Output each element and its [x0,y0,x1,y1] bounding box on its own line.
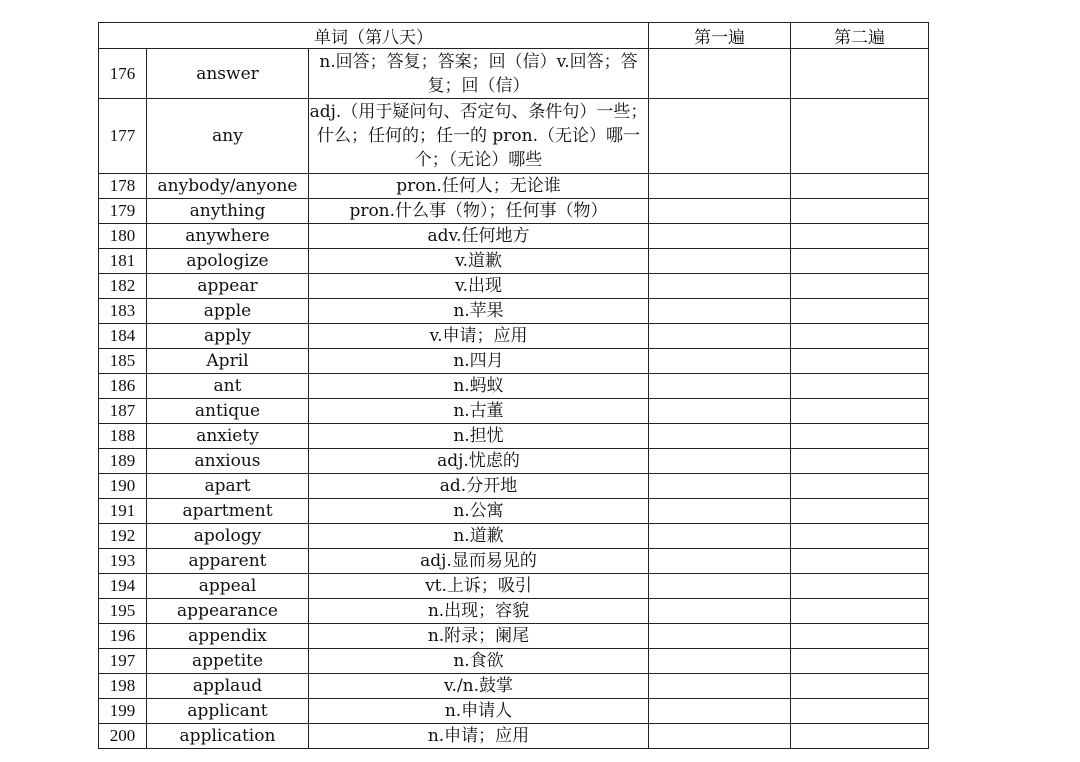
meaning-cell: n.苹果 [309,299,649,324]
first-pass-cell [649,574,791,599]
row-number: 189 [99,449,147,474]
second-pass-cell [791,349,929,374]
meaning-cell: v.申请；应用 [309,324,649,349]
meaning-cell: ad.分开地 [309,474,649,499]
second-pass-cell [791,49,929,99]
second-pass-cell [791,449,929,474]
table-row [99,649,929,674]
first-pass-cell [649,224,791,249]
word-cell: apple [147,299,309,324]
first-pass-cell [649,624,791,649]
row-number: 177 [99,99,147,174]
second-pass-cell [791,299,929,324]
meaning-cell: adv.任何地方 [309,224,649,249]
first-pass-cell [649,699,791,724]
word-cell: applicant [147,699,309,724]
meaning-cell: adj.显而易见的 [309,549,649,574]
row-number: 200 [99,724,147,749]
second-pass-cell [791,424,929,449]
table-row [99,524,929,549]
row-number: 184 [99,324,147,349]
table-row [99,574,929,599]
word-cell: application [147,724,309,749]
first-pass-cell [649,349,791,374]
word-cell: appear [147,274,309,299]
first-pass-cell [649,374,791,399]
table-row [99,624,929,649]
table-row [99,199,929,224]
meaning-cell: n.申请人 [309,699,649,724]
second-pass-cell [791,499,929,524]
row-number: 176 [99,49,147,99]
meaning-cell: adj.忧虑的 [309,449,649,474]
table-row [99,174,929,199]
table-row [99,299,929,324]
meaning-cell: n.公寓 [309,499,649,524]
second-pass-cell [791,474,929,499]
word-column-header: 单词（第八天） [99,23,649,49]
first-pass-cell [649,499,791,524]
table-row [99,424,929,449]
row-number: 197 [99,649,147,674]
second-pass-cell [791,224,929,249]
table-row [99,474,929,499]
meaning-cell: n.蚂蚁 [309,374,649,399]
first-pass-cell [649,549,791,574]
row-number: 181 [99,249,147,274]
word-cell: anybody/anyone [147,174,309,199]
row-number: 187 [99,399,147,424]
meaning-cell: vt.上诉；吸引 [309,574,649,599]
first-pass-cell [649,324,791,349]
first-pass-cell [649,99,791,174]
first-pass-cell [649,199,791,224]
row-number: 192 [99,524,147,549]
first-pass-cell [649,524,791,549]
meaning-cell: n.食欲 [309,649,649,674]
meaning-cell: n.申请；应用 [309,724,649,749]
second-pass-cell [791,324,929,349]
first-pass-cell [649,174,791,199]
first-pass-cell [649,649,791,674]
word-cell: April [147,349,309,374]
meaning-cell: n.附录；阑尾 [309,624,649,649]
table-row [99,499,929,524]
table-row [99,724,929,749]
word-cell: anything [147,199,309,224]
row-number: 195 [99,599,147,624]
first-pass-cell [649,449,791,474]
meaning-cell: n.四月 [309,349,649,374]
table-row [99,549,929,574]
header-row [99,23,929,49]
second-pass-cell [791,724,929,749]
table-row [99,599,929,624]
table-row [99,674,929,699]
word-cell: anxiety [147,424,309,449]
row-number: 180 [99,224,147,249]
table-row [99,324,929,349]
first-pass-cell [649,49,791,99]
word-cell: answer [147,49,309,99]
meaning-cell: adj.（用于疑问句、否定句、条件句）一些；什么；任何的；任一的 pron.（无论）哪一个；（无论）哪些 [309,99,649,174]
table-row [99,249,929,274]
meaning-cell: pron.什么事（物）；任何事（物） [309,199,649,224]
word-cell: apologize [147,249,309,274]
second-pass-cell [791,699,929,724]
table-row [99,274,929,299]
word-cell: apart [147,474,309,499]
meaning-cell: n.担忧 [309,424,649,449]
row-number: 183 [99,299,147,324]
second-pass-cell [791,399,929,424]
first-pass-cell [649,724,791,749]
first-pass-cell [649,399,791,424]
meaning-cell: v./n.鼓掌 [309,674,649,699]
meaning-cell: v.道歉 [309,249,649,274]
row-number: 178 [99,174,147,199]
word-cell: apartment [147,499,309,524]
row-number: 186 [99,374,147,399]
word-cell: anywhere [147,224,309,249]
meaning-cell: n.古董 [309,399,649,424]
second-pass-cell [791,174,929,199]
first-pass-cell [649,599,791,624]
word-cell: apparent [147,549,309,574]
word-cell: appearance [147,599,309,624]
meaning-cell: v.出现 [309,274,649,299]
second-pass-cell [791,574,929,599]
table-row [99,99,929,174]
row-number: 196 [99,624,147,649]
word-cell: applaud [147,674,309,699]
second-pass-cell [791,549,929,574]
second-pass-cell [791,674,929,699]
meaning-cell: n.回答；答复；答案；回（信）v.回答；答复；回（信） [309,49,649,99]
first-pass-cell [649,274,791,299]
row-number: 191 [99,499,147,524]
second-pass-cell [791,99,929,174]
word-cell: ant [147,374,309,399]
vocabulary-rows [99,49,929,749]
meaning-cell: n.出现；容貌 [309,599,649,624]
second-pass-cell [791,599,929,624]
row-number: 198 [99,674,147,699]
word-cell: apply [147,324,309,349]
row-number: 199 [99,699,147,724]
row-number: 185 [99,349,147,374]
table-row [99,699,929,724]
word-cell: any [147,99,309,174]
second-pass-cell [791,274,929,299]
first-pass-cell [649,674,791,699]
first-pass-header: 第一遍 [649,23,791,49]
row-number: 179 [99,199,147,224]
second-pass-cell [791,524,929,549]
second-pass-cell [791,199,929,224]
row-number: 190 [99,474,147,499]
word-cell: appeal [147,574,309,599]
table-row [99,449,929,474]
second-pass-header: 第二遍 [791,23,929,49]
second-pass-cell [791,649,929,674]
table-row [99,374,929,399]
second-pass-cell [791,249,929,274]
word-cell: appetite [147,649,309,674]
second-pass-cell [791,624,929,649]
word-cell: apology [147,524,309,549]
first-pass-cell [649,424,791,449]
meaning-cell: n.道歉 [309,524,649,549]
meaning-cell: pron.任何人；无论谁 [309,174,649,199]
row-number: 194 [99,574,147,599]
first-pass-cell [649,474,791,499]
first-pass-cell [649,299,791,324]
row-number: 188 [99,424,147,449]
table-row [99,224,929,249]
word-cell: antique [147,399,309,424]
row-number: 182 [99,274,147,299]
word-cell: appendix [147,624,309,649]
first-pass-cell [649,249,791,274]
vocabulary-table [98,22,929,749]
row-number: 193 [99,549,147,574]
word-cell: anxious [147,449,309,474]
table-row [99,349,929,374]
table-row [99,49,929,99]
table-row [99,399,929,424]
second-pass-cell [791,374,929,399]
